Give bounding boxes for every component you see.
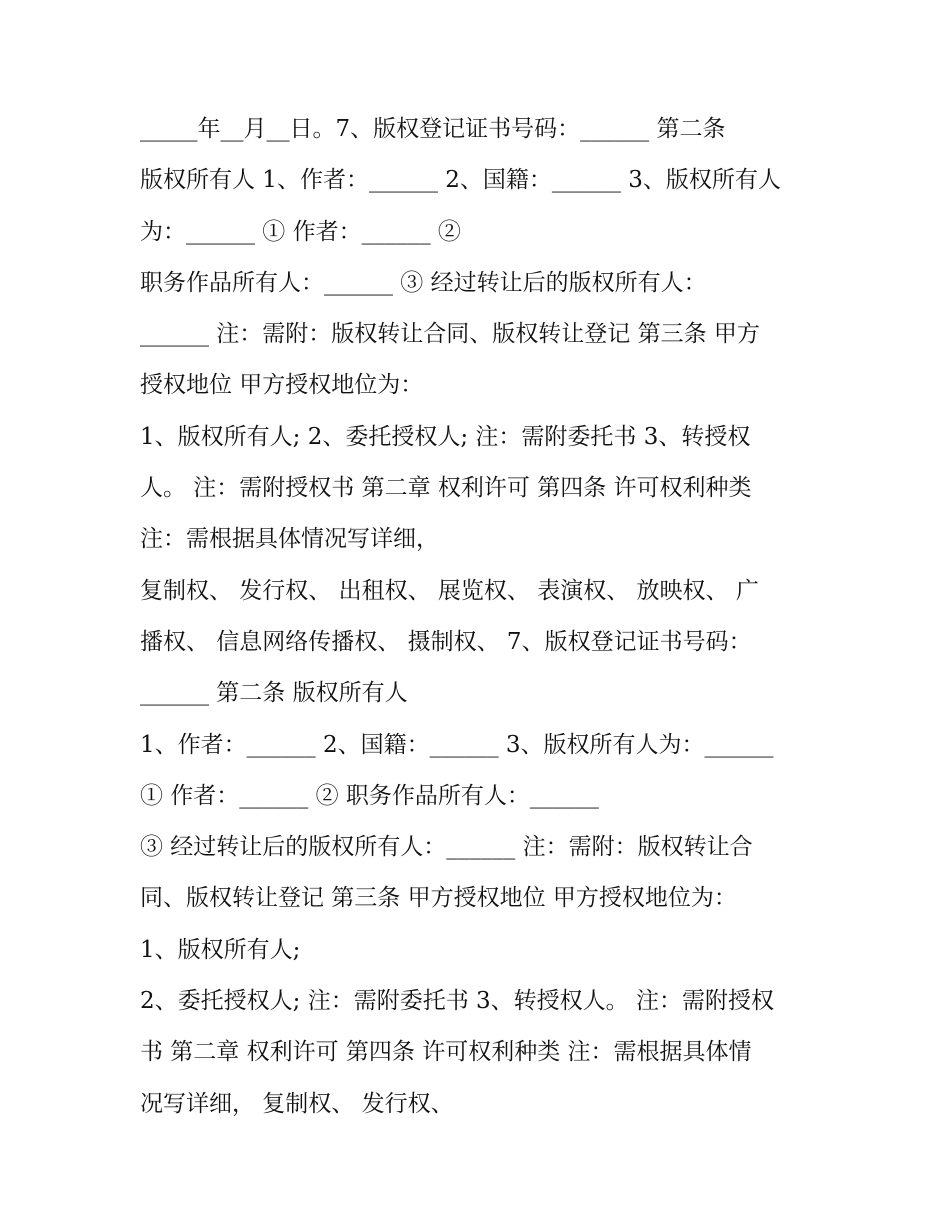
text-line: 2、委托授权人; 注：需附委托书 3、转授权人。 注：需附授权 [140, 988, 774, 1015]
text-line: 注：需根据具体情况写详细， [140, 526, 439, 553]
text-line: ______ 注：需附：版权转让合同、版权转让登记 第三条 甲方 [140, 321, 760, 348]
text-line: ① 作者：______ ② 职务作品所有人：______ [140, 782, 599, 809]
text-line: 授权地位 甲方授权地位为： [140, 372, 424, 399]
text-line: 1、版权所有人; [140, 936, 301, 963]
text-line: 为：______ ① 作者：______ ② [140, 218, 461, 245]
text-line: 1、版权所有人; 2、委托授权人; 注：需附委托书 3、转授权 [140, 423, 751, 450]
text-line: 同、版权转让登记 第三条 甲方授权地位 甲方授权地位为： [140, 885, 737, 912]
text-line: 1、作者：______ 2、国籍：______ 3、版权所有人为：______ [140, 731, 774, 758]
text-line: ③ 经过转让后的版权所有人：______ 注：需附：版权转让合 [140, 834, 753, 861]
document-body [140, 104, 820, 1130]
text-line: 职务作品所有人：______ ③ 经过转让后的版权所有人： [140, 269, 707, 296]
text-line: _____年__月__日。7、版权登记证书号码：______ 第二条 [140, 116, 726, 142]
text-line: 复制权、 发行权、 出租权、 展览权、 表演权、 放映权、 广 [140, 577, 759, 604]
text-line: 况写详细， 复制权、 发行权、 [140, 1090, 454, 1117]
text-line: ______ 第二条 版权所有人 [140, 680, 408, 707]
text-line: 版权所有人 1、作者：______ 2、国籍：______ 3、版权所有人 [140, 167, 781, 194]
text-line: 播权、 信息网络传播权、 摄制权、 7、版权登记证书号码： [140, 628, 752, 655]
text-line: 人。 注：需附授权书 第二章 权利许可 第四条 许可权利种类 [140, 475, 752, 502]
text-line: 书 第二章 权利许可 第四条 许可权利种类 注：需根据具体情 [140, 1039, 752, 1066]
